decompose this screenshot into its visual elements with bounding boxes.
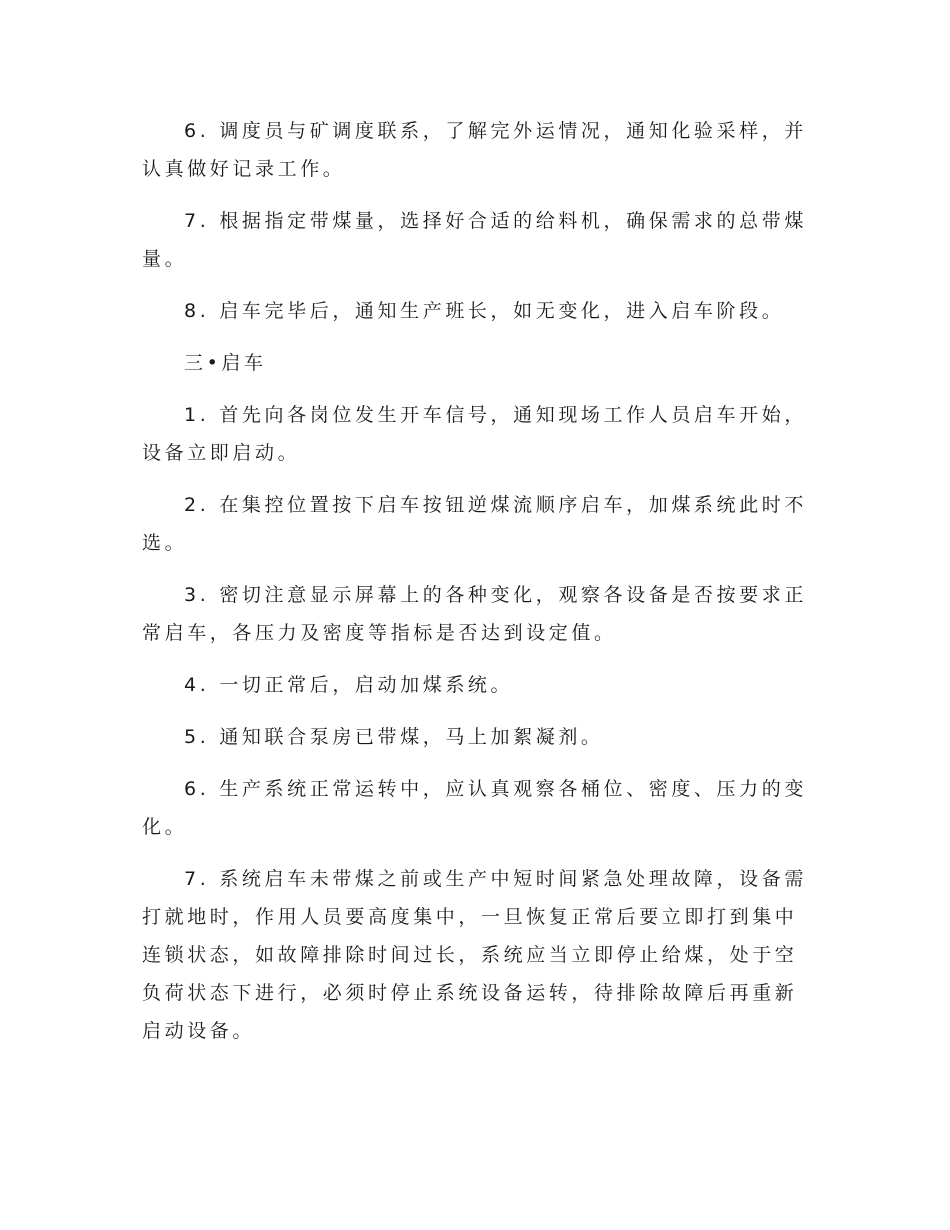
item-number: 3.	[184, 584, 210, 606]
item-number: 1.	[184, 404, 210, 426]
item-number: 2.	[184, 494, 210, 516]
item-text: 启车完毕后，通知生产班长，如无变化，进入启车阶段。	[219, 300, 785, 322]
item-text: 一切正常后，启动加煤系统。	[219, 674, 514, 696]
item-text: 密切注意显示屏幕上的各种变化，观察各设备是否按要求正常启车，各压力及密度等指标是否达到设定值。	[142, 584, 807, 644]
item-number: 7.	[184, 868, 210, 890]
section-heading: 三•启车	[184, 352, 267, 374]
item-number: 6.	[184, 120, 210, 142]
item-number: 5.	[184, 726, 210, 748]
item-text: 生产系统正常运转中，应认真观察各桶位、密度、压力的变化。	[142, 778, 807, 838]
list-item	[142, 666, 808, 704]
item-text: 通知联合泵房已带煤，马上加絮凝剂。	[219, 726, 604, 748]
item-text: 首先向各岗位发生开车信号，通知现场工作人员启车开始，设备立即启动。	[142, 404, 807, 464]
item-number: 8.	[184, 300, 210, 322]
item-number: 6.	[184, 778, 210, 800]
item-number: 7.	[184, 210, 210, 232]
list-item	[142, 202, 808, 278]
list-item	[142, 486, 808, 562]
item-text: 调度员与矿调度联系，了解完外运情况，通知化验采样，并认真做好记录工作。	[142, 120, 807, 180]
list-item	[142, 770, 808, 846]
list-item	[142, 718, 808, 756]
item-number: 4.	[184, 674, 210, 696]
list-item	[142, 396, 808, 472]
list-item	[142, 576, 808, 652]
list-item	[142, 860, 808, 1050]
item-text: 系统启车未带煤之前或生产中短时间紧急处理故障，设备需打就地时，作用人员要高度集中，一旦恢复正常后要立即打到集中连锁状态，如故障排除时间过长，系统应当立即停止给煤，处于空负荷状态下进行，必须时停止系统设备运转，待排除故障后再重新启动设备。	[142, 868, 807, 1042]
list-item	[142, 112, 808, 188]
list-item	[142, 292, 808, 330]
item-text: 在集控位置按下启车按钮逆煤流顺序启车，加煤系统此时不选。	[142, 494, 807, 554]
item-text: 根据指定带煤量，选择好合适的给料机，确保需求的总带煤量。	[142, 210, 807, 270]
